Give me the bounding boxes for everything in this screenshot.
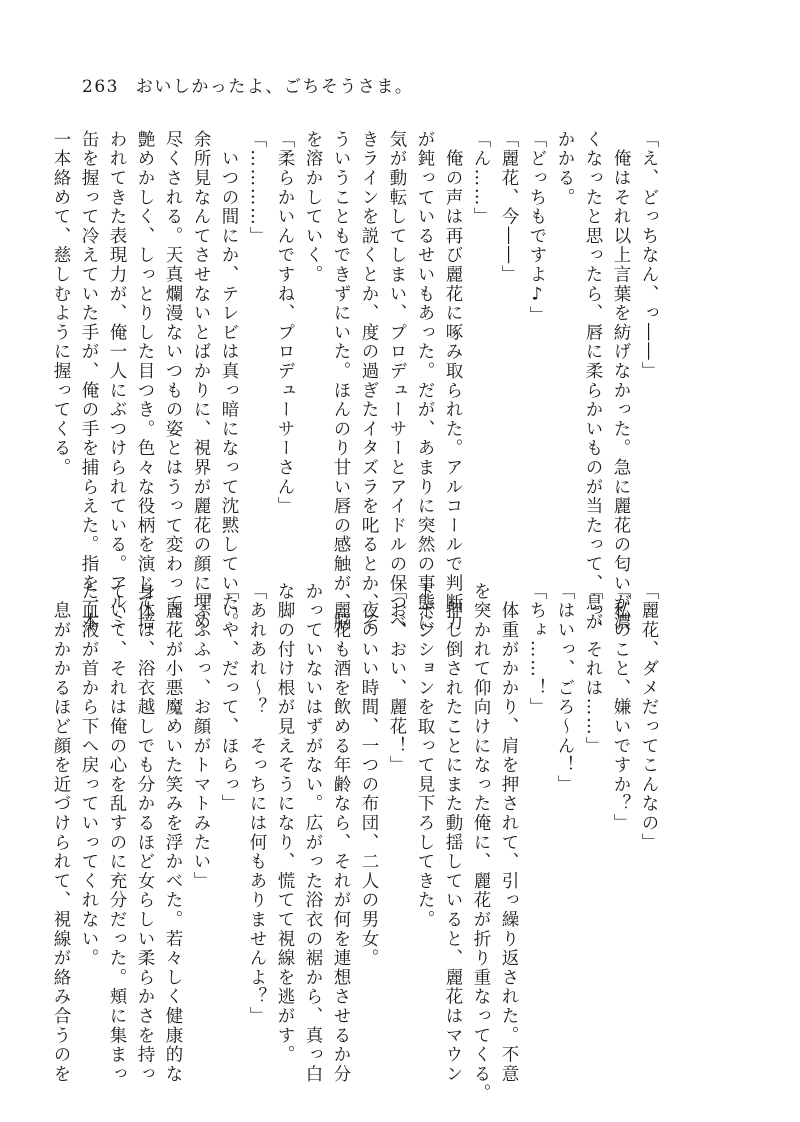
text-line: 押し倒されたことにまた動揺していると、麗花はマウン <box>443 582 463 1084</box>
text-line: 「…………」 <box>247 130 267 246</box>
text-line: かかる。 <box>555 130 575 208</box>
text-line: 「あれあれ～？ そっちには何もありませんよ？」 <box>247 582 267 1026</box>
text-line: を突かれて仰向けになった俺に、麗花が折り重なってくる。 <box>471 582 491 1104</box>
chapter-title: おいしかったよ、ごちそうさま。 <box>135 77 414 97</box>
text-block-bottom <box>47 582 663 1104</box>
text-line: いつの間にか、テレビは真っ暗になって沈黙していた。 <box>219 130 239 632</box>
text-line: 「ふふふっ、お顔がトマトみたい」 <box>191 582 211 891</box>
text-line: 缶を握って冷えていた手が、俺の手を捕らえた。指を一本 <box>79 130 99 632</box>
text-line: 「はいっ、ごろ～ん！」 <box>555 582 575 795</box>
text-line: 「え、どっちなん、っ――」 <box>639 130 659 381</box>
text-line: 俺はそれ以上言葉を紡げなかった。急に麗花の匂いが濃 <box>611 130 631 632</box>
running-header <box>82 72 413 97</box>
text-line: くなったと思ったら、唇に柔らかいものが当たって、息が <box>583 130 603 632</box>
text-line: 「どっちもですよ♪」 <box>527 130 547 326</box>
text-line: な脚の付け根が見えそうになり、慌てて視線を逃がす。 <box>275 582 295 1065</box>
text-line: 麗花が小悪魔めいた笑みを浮かべた。若々しく健康的な <box>163 582 183 1084</box>
text-line: 「ん……」 <box>471 130 491 227</box>
text-line: 「お、おい、麗花！」 <box>387 582 407 775</box>
text-line: かっていないはずがない。広がった浴衣の裾から、真っ白 <box>303 582 323 1084</box>
text-line: 余所見なんてさせないとばかりに、視界が麗花の顔に埋め <box>191 130 211 632</box>
text-line: きラインを説くとか、度の過ぎたイタズラを叱るとか、そ <box>359 130 379 632</box>
text-line: 一本絡めて、慈しむように握ってくる。 <box>51 130 71 478</box>
text-line: 「っ、それは……」 <box>583 582 603 756</box>
text-line: 「麗花、今――」 <box>499 130 519 285</box>
text-line: を溶かしていく。 <box>303 130 323 285</box>
text-line: 艶めかしく、しっとりした目つき。色々な役柄を演じて培 <box>135 130 155 632</box>
text-line: 麗花も酒を飲める年齢なら、それが何を連想させるか分 <box>331 582 351 1084</box>
text-line: 「いや、だって、ほらっ」 <box>219 582 239 814</box>
text-line: 「ちょ……！」 <box>527 582 547 718</box>
text-line: 俺の声は再び麗花に啄み取られた。アルコールで判断力 <box>443 130 463 632</box>
text-line: 「私のこと、嫌いですか？」 <box>611 582 631 833</box>
page-number: 263 <box>82 77 119 97</box>
text-line: トポジションを取って見下ろしてきた。 <box>415 582 435 930</box>
text-line: 「柔らかいんですね、プロデューサーさん」 <box>275 130 295 516</box>
text-line: 身体は、浴衣越しでも分かるほど女らしい柔らかさを持っ <box>135 582 155 1084</box>
text-block-top <box>47 130 663 632</box>
text-line: た血液が首から下へ戻っていってくれない。 <box>79 582 99 968</box>
text-line: 気が動転してしまい、プロデューサーとアイドルの保つべ <box>387 130 407 632</box>
text-line: 体重がかかり、肩を押されて、引っ繰り返された。不意 <box>499 582 519 1084</box>
text-line: われてきた表現力が、俺一人にぶつけられている。アルミ <box>107 130 127 632</box>
text-line: ていて、それは俺の心を乱すのに充分だった。頬に集まっ <box>107 582 127 1084</box>
text-line: ういうこともできずにいた。ほんのり甘い唇の感触が、脳 <box>331 130 351 632</box>
text-line: が鈍っているせいもあった。だが、あまりに突然の事態に <box>415 130 435 632</box>
text-line: 息がかかるほど顔を近づけられて、視線が絡み合うのを <box>51 582 71 1084</box>
text-line: 尽くされる。天真爛漫ないつもの姿とはうって変わって、 <box>163 130 183 632</box>
text-line: 「麗花、ダメだってこんなの」 <box>639 582 659 853</box>
text-line: 夜のいい時間、一つの布団、二人の男女。 <box>359 582 379 968</box>
